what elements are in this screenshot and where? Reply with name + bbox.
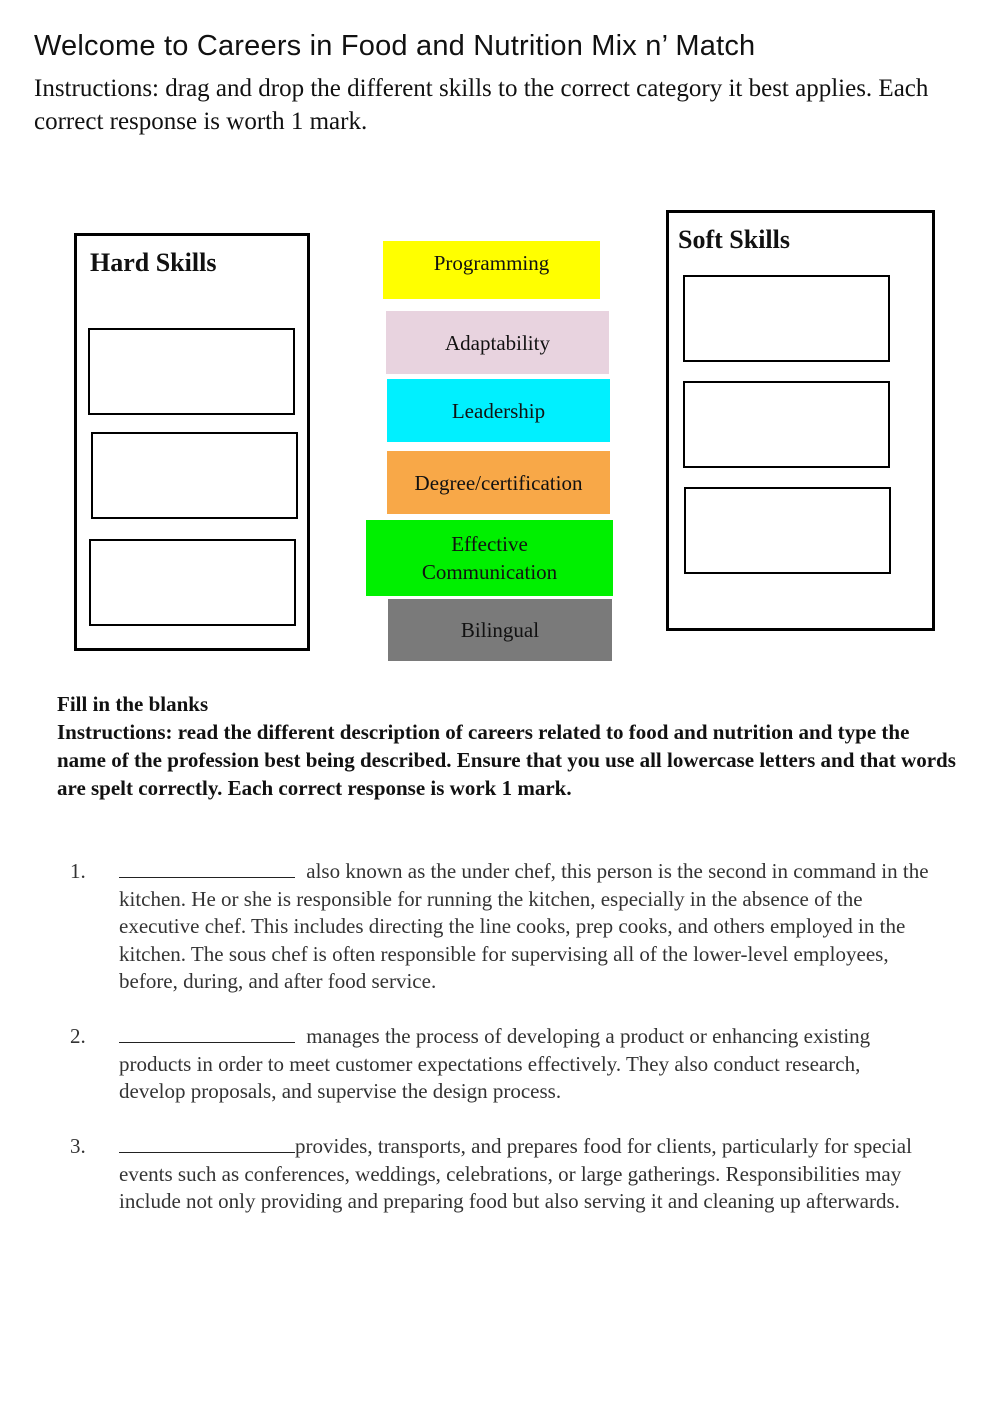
- question-2: [70, 1023, 930, 1106]
- soft-skills-title: Soft Skills: [678, 225, 790, 254]
- question-text: also known as the under chef, this person is the second in command in the kitchen. He or she is responsible for running the kitchen, especially in the absence of the executive chef. This includes directing the line cooks, prep cooks, and others employed in the kitchen. The sous chef is often responsible for supervising all of the lower-level employees, before, during, and after food service.: [119, 859, 929, 993]
- skill-chip-bilingual[interactable]: Bilingual: [388, 599, 612, 661]
- soft-skills-drop-slot-2[interactable]: [683, 381, 890, 468]
- answer-blank-3[interactable]: [119, 1134, 295, 1153]
- question-number: 1.: [70, 859, 86, 883]
- hard-skills-drop-slot-3[interactable]: [89, 539, 296, 626]
- fill-blanks-instructions: Instructions: read the different description of careers related to food and nutrition and type the name of the profession best being described. Ensure that you use all lowercase letters and that words are spelt correctly. Each correct response is work 1 mark.: [57, 720, 956, 800]
- answer-blank-2[interactable]: [119, 1024, 295, 1043]
- skill-chip-degree-certification[interactable]: Degree/certification: [387, 451, 610, 514]
- fill-blanks-section: [57, 690, 957, 802]
- question-text: manages the process of developing a product or enhancing existing products in order to meet customer expectations effectively. They also conduct research, develop proposals, and supervise the design process.: [119, 1024, 871, 1103]
- skill-chip-programming[interactable]: Programming: [383, 241, 600, 299]
- soft-skills-drop-slot-1[interactable]: [683, 275, 890, 362]
- question-number: 2.: [70, 1024, 86, 1048]
- page-title: Welcome to Careers in Food and Nutrition Mix n’ Match: [34, 30, 756, 62]
- question-3: [70, 1133, 930, 1216]
- skill-chip-effective-communication[interactable]: Effective Communication: [366, 520, 613, 596]
- question-text: provides, transports, and prepares food for clients, particularly for special events such as conferences, weddings, celebrations, or large gatherings. Responsibilities may include not only providing and preparing food but also serving it and cleaning up afterwards.: [119, 1134, 912, 1213]
- fill-blanks-heading: Fill in the blanks: [57, 692, 209, 716]
- soft-skills-panel: [666, 210, 935, 631]
- skill-chip-adaptability[interactable]: Adaptability: [386, 311, 609, 374]
- soft-skills-drop-slot-3[interactable]: [684, 487, 891, 574]
- hard-skills-drop-slot-2[interactable]: [91, 432, 298, 519]
- drag-instructions: Instructions: drag and drop the different skills to the correct category it best applies. Each correct response is worth 1 mark.: [34, 75, 929, 135]
- hard-skills-drop-slot-1[interactable]: [88, 328, 295, 415]
- skill-chip-leadership[interactable]: Leadership: [387, 379, 610, 442]
- question-1: [70, 858, 930, 996]
- hard-skills-title: Hard Skills: [90, 248, 217, 277]
- hard-skills-panel: [74, 233, 310, 651]
- answer-blank-1[interactable]: [119, 859, 295, 878]
- question-number: 3.: [70, 1134, 86, 1158]
